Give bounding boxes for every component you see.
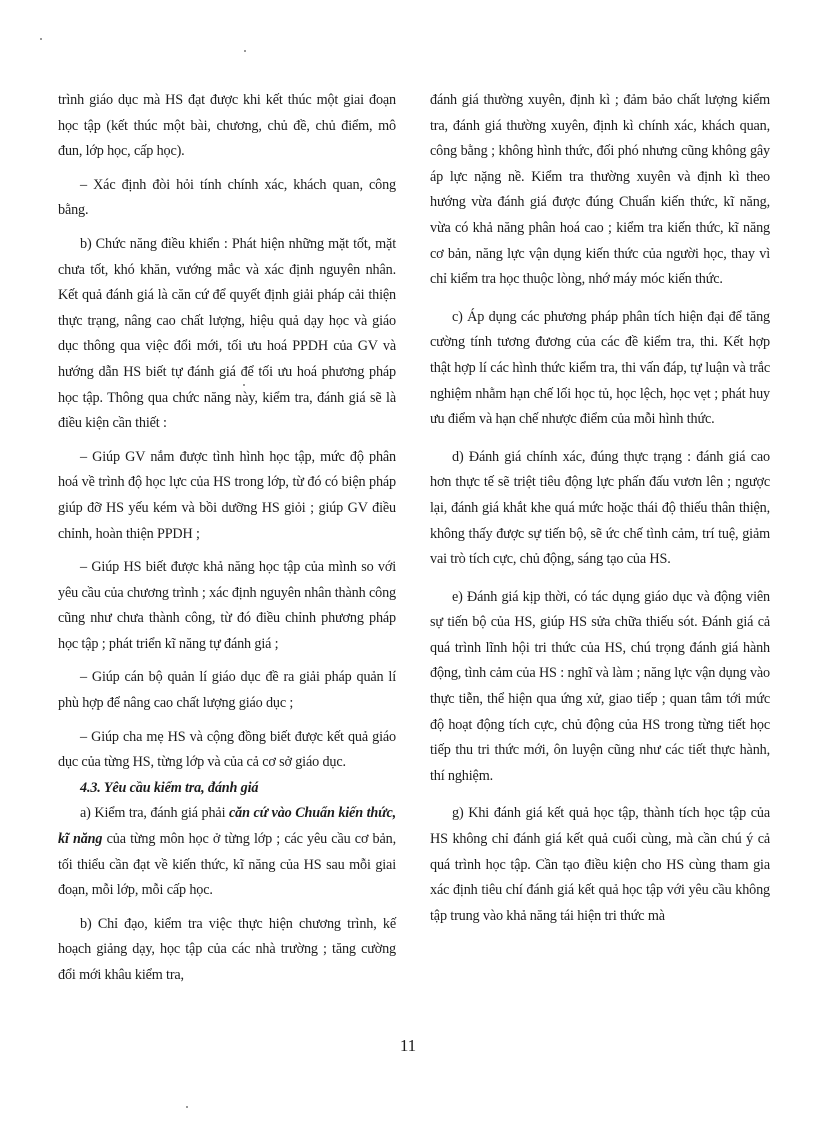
left-column — [58, 88, 396, 989]
paragraph-text: của từng môn học ở từng lớp ; các yêu cầu cơ bản, tối thiểu cần đạt về kiến thức, kĩ năng của HS sau mỗi giai đoạn, mỗi lớp, mỗi cấp học. — [58, 831, 396, 899]
paragraph — [58, 801, 396, 903]
paragraph: e) Đánh giá kịp thời, có tác dụng giáo dục và động viên sự tiến bộ của HS, giúp HS sửa chữa thiếu sót. Đánh giá cả quá trình lĩnh hội tri thức của HS, chú trọng đánh giá hành động, tình cảm của HS : nghĩ và làm ; năng lực vận dụng vào thực tiễn, thể hiện qua ứng xử, giao tiếp ; quan tâm tới mức độ hoạt động tích cực, chủ động của HS trong từng tiết học tiếp thu tri thức mới, ôn luyện cũng như các tiết thực hành, thí nghiệm. — [430, 588, 770, 784]
right-column — [430, 88, 770, 929]
paragraph-text: a) Kiểm tra, đánh giá phải — [80, 805, 229, 822]
paragraph: d) Đánh giá chính xác, đúng thực trạng : đánh giá cao hơn thực tế sẽ triệt tiêu động lực phấn đấu vươn lên ; ngược lại, đánh giá khắt khe quá mức hoặc thái độ thiếu thân thiện, không thấy được sự tiến bộ, sẽ ức chế tình cảm, trí tuệ, giảm vai trò tích cực, chủ động, sáng tạo của HS. — [430, 448, 770, 568]
scan-speck — [244, 50, 246, 52]
paragraph: b) Chỉ đạo, kiểm tra việc thực hiện chương trình, kế hoạch giảng dạy, học tập của các nhà trường ; tăng cường đổi mới khâu kiểm tra, — [58, 915, 396, 983]
paragraph: – Giúp cán bộ quản lí giáo dục đề ra giải pháp quản lí phù hợp để nâng cao chất lượng giáo dục ; — [58, 669, 396, 712]
paragraph: – Xác định đòi hỏi tính chính xác, khách quan, công bằng. — [58, 176, 396, 219]
page-number: 11 — [399, 1036, 417, 1055]
paragraph: đánh giá thường xuyên, định kì ; đảm bảo chất lượng kiểm tra, đánh giá thường xuyên, định kì chính xác, khách quan, công bằng ; không hình thức, đối phó nhưng cũng không gây áp lực nặng nề. Kiểm tra thường xuyên và định kì theo hướng vừa đánh giá được đúng Chuẩn kiến thức, kĩ năng, vừa có khả năng phân hoá cao ; kiểm tra kiến thức, kĩ năng cơ bản, năng lực vận dụng kiến thức của người học, thay vì chỉ kiểm tra học thuộc lòng, nhớ máy móc kiến thức. — [430, 92, 770, 288]
paragraph: c) Áp dụng các phương pháp phân tích hiện đại để tăng cường tính tương đương của các đề kiểm tra, thi. Kết hợp thật hợp lí các hình thức kiểm tra, thi vấn đáp, tự luận và trắc nghiệm nhằm hạn chế lối học tủ, học lệch, học vẹt ; phát huy ưu điểm và hạn chế nhược điểm của mỗi hình thức. — [430, 308, 770, 428]
paragraph: – Giúp cha mẹ HS và cộng đồng biết được kết quả giáo dục của từng HS, từng lớp và của cả cơ sở giáo dục. — [58, 728, 396, 771]
paragraph: – Giúp HS biết được khả năng học tập của mình so với yêu cầu của chương trình ; xác định nguyên nhân thành công cũng như chưa thành công, từ đó điều chỉnh phương pháp học tập ; phát triển kĩ năng tự đánh giá ; — [58, 559, 396, 652]
scan-speck — [40, 38, 42, 40]
emphasis-text: căn cứ vào Chuẩn kiến thức, kĩ năng — [58, 805, 396, 848]
scan-speck — [186, 1106, 188, 1108]
paragraph: – Giúp GV nắm được tình hình học tập, mức độ phân hoá về trình độ học lực của HS trong lớp, từ đó có biện pháp giúp đỡ HS yếu kém và bồi dưỡng HS giỏi ; giúp GV điều chỉnh, hoàn thiện PPDH ; — [58, 448, 396, 542]
paragraph: trình giáo dục mà HS đạt được khi kết thúc một giai đoạn học tập (kết thúc một bài, chương, chủ đề, chủ điểm, mô đun, lớp học, cấp học). — [58, 92, 396, 160]
section-heading: 4.3. Yêu cầu kiểm tra, đánh giá — [80, 779, 259, 796]
paragraph: b) Chức năng điều khiển : Phát hiện những mặt tốt, mặt chưa tốt, khó khăn, vướng mắc và xác định nguyên nhân. Kết quả đánh giá là căn cứ để quyết định giải pháp cải thiện thực trạng, nâng cao chất lượng, hiệu quả dạy học và giáo dục thông qua việc đổi mới, tối ưu hoá PPDH của GV và hướng dẫn HS biết tự đánh giá để tối ưu hoá phương pháp học tập. Thông qua chức năng này, kiểm tra, đánh giá sẽ là điều kiện cần thiết : — [58, 235, 396, 432]
paragraph: g) Khi đánh giá kết quả học tập, thành tích học tập của HS không chỉ đánh giá kết quả cuối cùng, mà cần chú ý cả quá trình học tập. Cần tạo điều kiện cho HS cùng tham gia xác định tiêu chí đánh giá kết quả học tập với yêu cầu không tập trung vào khả năng tái hiện tri thức mà — [430, 805, 770, 924]
